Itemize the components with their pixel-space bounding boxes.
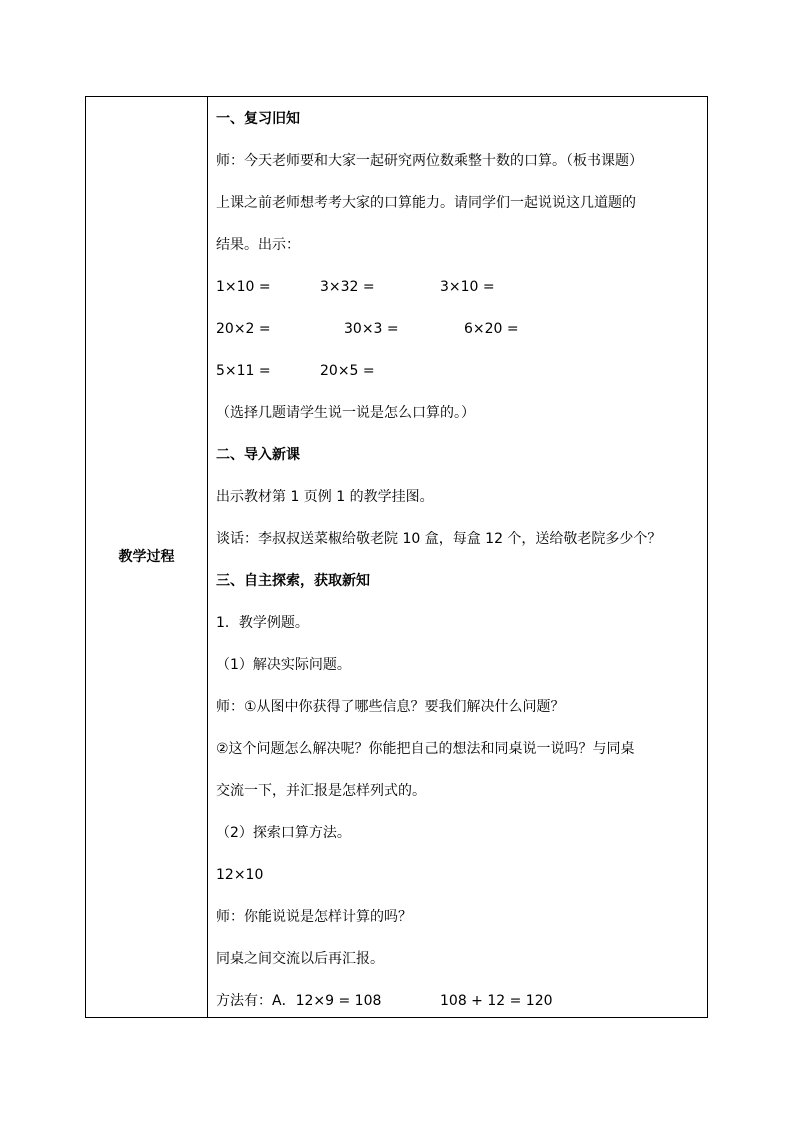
paragraph: 结果。出示： <box>216 237 300 253</box>
heading-review: 一、复习旧知 <box>216 111 300 127</box>
column-divider <box>207 97 208 1017</box>
equation: 3×10 = <box>440 279 495 295</box>
paragraph: 1．教学例题。 <box>216 615 309 631</box>
equation: 3×32 = <box>320 279 375 295</box>
equation: 30×3 = <box>344 321 399 337</box>
equation: 5×11 = <box>216 363 271 379</box>
paragraph: （2）探索口算方法。 <box>216 825 351 841</box>
equation: 20×2 = <box>216 321 271 337</box>
equation: 6×20 = <box>464 321 519 337</box>
lesson-table <box>85 96 708 1018</box>
paragraph: 师：①从图中你获得了哪些信息？要我们解决什么问题？ <box>216 699 565 715</box>
equation: 1×10 = <box>216 279 271 295</box>
paragraph: 谈话：李叔叔送菜椒给敬老院 10 盒，每盒 12 个，送给敬老院多少个？ <box>216 531 662 547</box>
paragraph: （选择几题请学生说一说是怎么口算的。） <box>216 405 475 421</box>
section-label: 教学过程 <box>118 549 175 565</box>
method-text: 108 + 12 = 120 <box>440 993 553 1009</box>
paragraph: 同桌之间交流以后再汇报。 <box>216 951 384 967</box>
heading-explore: 三、自主探索，获取新知 <box>216 573 370 589</box>
paragraph: 交流一下，并汇报是怎样列式的。 <box>216 783 426 799</box>
paragraph: 出示教材第 1 页例 1 的教学挂图。 <box>216 489 434 505</box>
paragraph: 12×10 <box>216 867 264 883</box>
paragraph: 师：你能说说是怎样计算的吗？ <box>216 909 412 925</box>
paragraph: ②这个问题怎么解决呢？你能把自己的想法和同桌说一说吗？与同桌 <box>216 741 635 757</box>
method-text: 方法有：A．12×9 = 108 <box>216 993 382 1009</box>
paragraph: 上课之前老师想考考大家的口算能力。请同学们一起说说这几道题的 <box>216 195 636 211</box>
paragraph: （1）解决实际问题。 <box>216 657 351 673</box>
heading-intro: 二、导入新课 <box>216 447 300 463</box>
paragraph: 师：今天老师要和大家一起研究两位数乘整十数的口算。（板书课题） <box>216 153 643 169</box>
equation: 20×5 = <box>320 363 375 379</box>
